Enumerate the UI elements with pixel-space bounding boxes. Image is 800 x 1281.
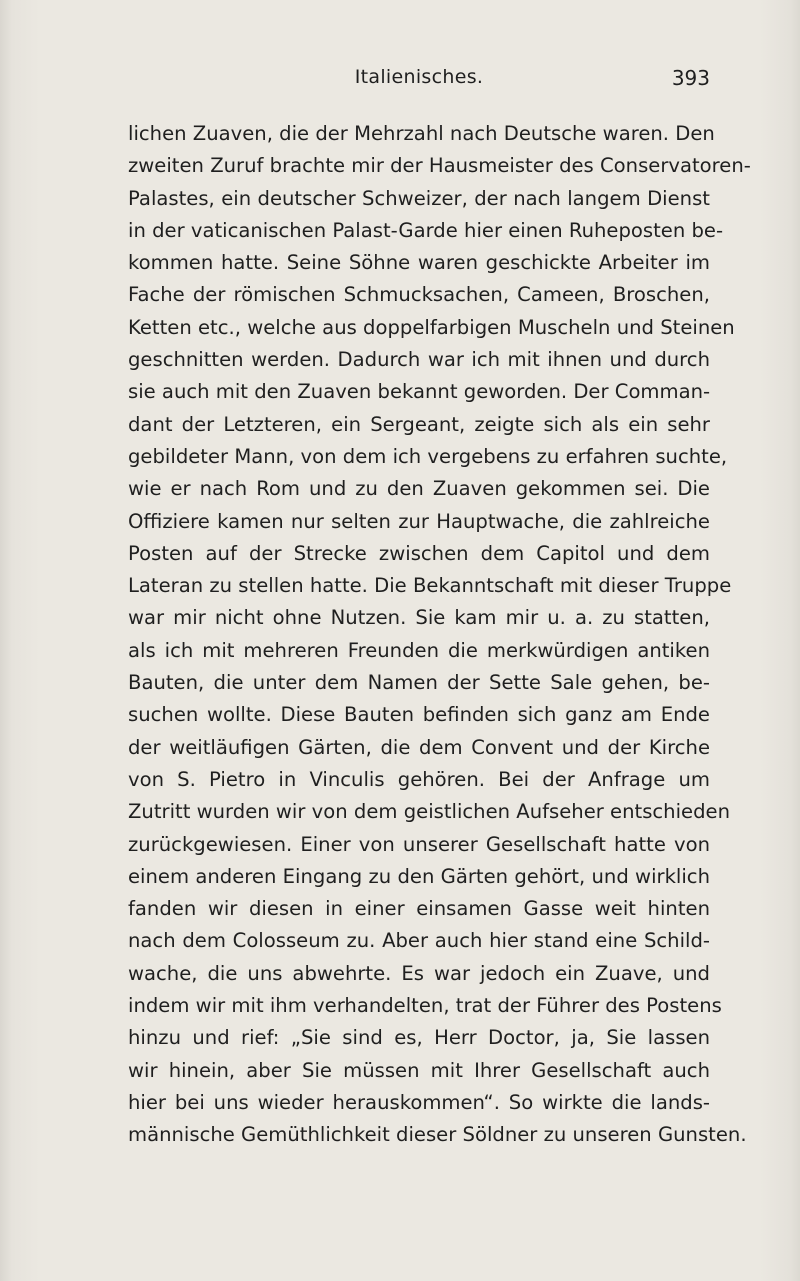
text-line: Lateran zu stellen hatte. Die Bekanntschaft mit dieser Truppe <box>128 574 732 598</box>
text-line: Ketten etc., welche aus doppelfarbigen Muscheln und Steinen <box>128 315 735 339</box>
text-line: lichen Zuaven, die der Mehrzahl nach Deutsche waren. Den <box>128 122 715 145</box>
text-line: in der vaticanischen Palast-Garde hier einen Ruheposten be- <box>128 218 724 242</box>
page-header <box>128 66 710 96</box>
text-line: wache, die uns abwehrte. Es war jedoch ein Zuave, und <box>128 961 710 985</box>
text-line: Bauten, die unter dem Namen der Sette Sale gehen, be- <box>128 671 710 695</box>
text-line: Fache der römischen Schmucksachen, Cameen, Broschen, <box>128 283 710 307</box>
text-line: war mir nicht ohne Nutzen. Sie kam mir u. a. zu statten, <box>128 606 710 630</box>
text-line: kommen hatte. Seine Söhne waren geschickte Arbeiter im <box>128 251 710 275</box>
text-line: wie er nach Rom und zu den Zuaven gekommen sei. Die <box>128 477 710 501</box>
text-line: einem anderen Eingang zu den Gärten gehört, und wirklich <box>128 864 710 888</box>
body-text <box>128 118 751 1152</box>
text-line: als ich mit mehreren Freunden die merkwürdigen antiken <box>128 638 710 662</box>
text-line: hier bei uns wieder herauskommen“. So wirkte die lands- <box>128 1090 710 1114</box>
text-line: sie auch mit den Zuaven bekannt geworden. Der Comman- <box>128 380 711 404</box>
text-line: dant der Letzteren, ein Sergeant, zeigte sich als ein sehr <box>128 412 710 436</box>
text-line: Zutritt wurden wir von dem geistlichen Aufseher entschieden <box>128 800 731 824</box>
text-line: wir hinein, aber Sie müssen mit Ihrer Gesellschaft auch <box>128 1058 710 1082</box>
page-number: 393 <box>671 66 710 90</box>
text-line: geschnitten werden. Dadurch war ich mit ihnen und durch <box>128 348 710 372</box>
text-line: indem wir mit ihm verhandelten, trat der Führer des Postens <box>128 994 722 1018</box>
text-line: zurückgewiesen. Einer von unserer Gesellschaft hatte von <box>128 832 710 856</box>
text-line: gebildeter Mann, von dem ich vergebens zu erfahren suchte, <box>128 444 728 468</box>
text-line: suchen wollte. Diese Bauten befinden sich ganz am Ende <box>128 703 710 727</box>
text-line: hinzu und rief: „Sie sind es, Herr Doctor, ja, Sie lassen <box>128 1026 710 1050</box>
text-line: zweiten Zuruf brachte mir der Hausmeister des Conservatoren- <box>128 154 751 178</box>
text-line: Offiziere kamen nur selten zur Hauptwache, die zahlreiche <box>128 509 710 533</box>
text-line: fanden wir diesen in einer einsamen Gasse weit hinten <box>128 897 710 921</box>
running-title: Italienisches. <box>354 66 484 88</box>
text-line: Palastes, ein deutscher Schweizer, der nach langem Dienst <box>128 186 710 210</box>
text-line: Posten auf der Strecke zwischen dem Capitol und dem <box>128 541 710 565</box>
text-line: der weitläufigen Gärten, die dem Convent und der Kirche <box>128 735 710 759</box>
text-line: männische Gemüthlichkeit dieser Söldner zu unseren Gunsten. <box>128 1123 747 1147</box>
text-line: von S. Pietro in Vinculis gehören. Bei der Anfrage um <box>128 767 710 791</box>
text-line: nach dem Colosseum zu. Aber auch hier stand eine Schild- <box>128 929 710 953</box>
